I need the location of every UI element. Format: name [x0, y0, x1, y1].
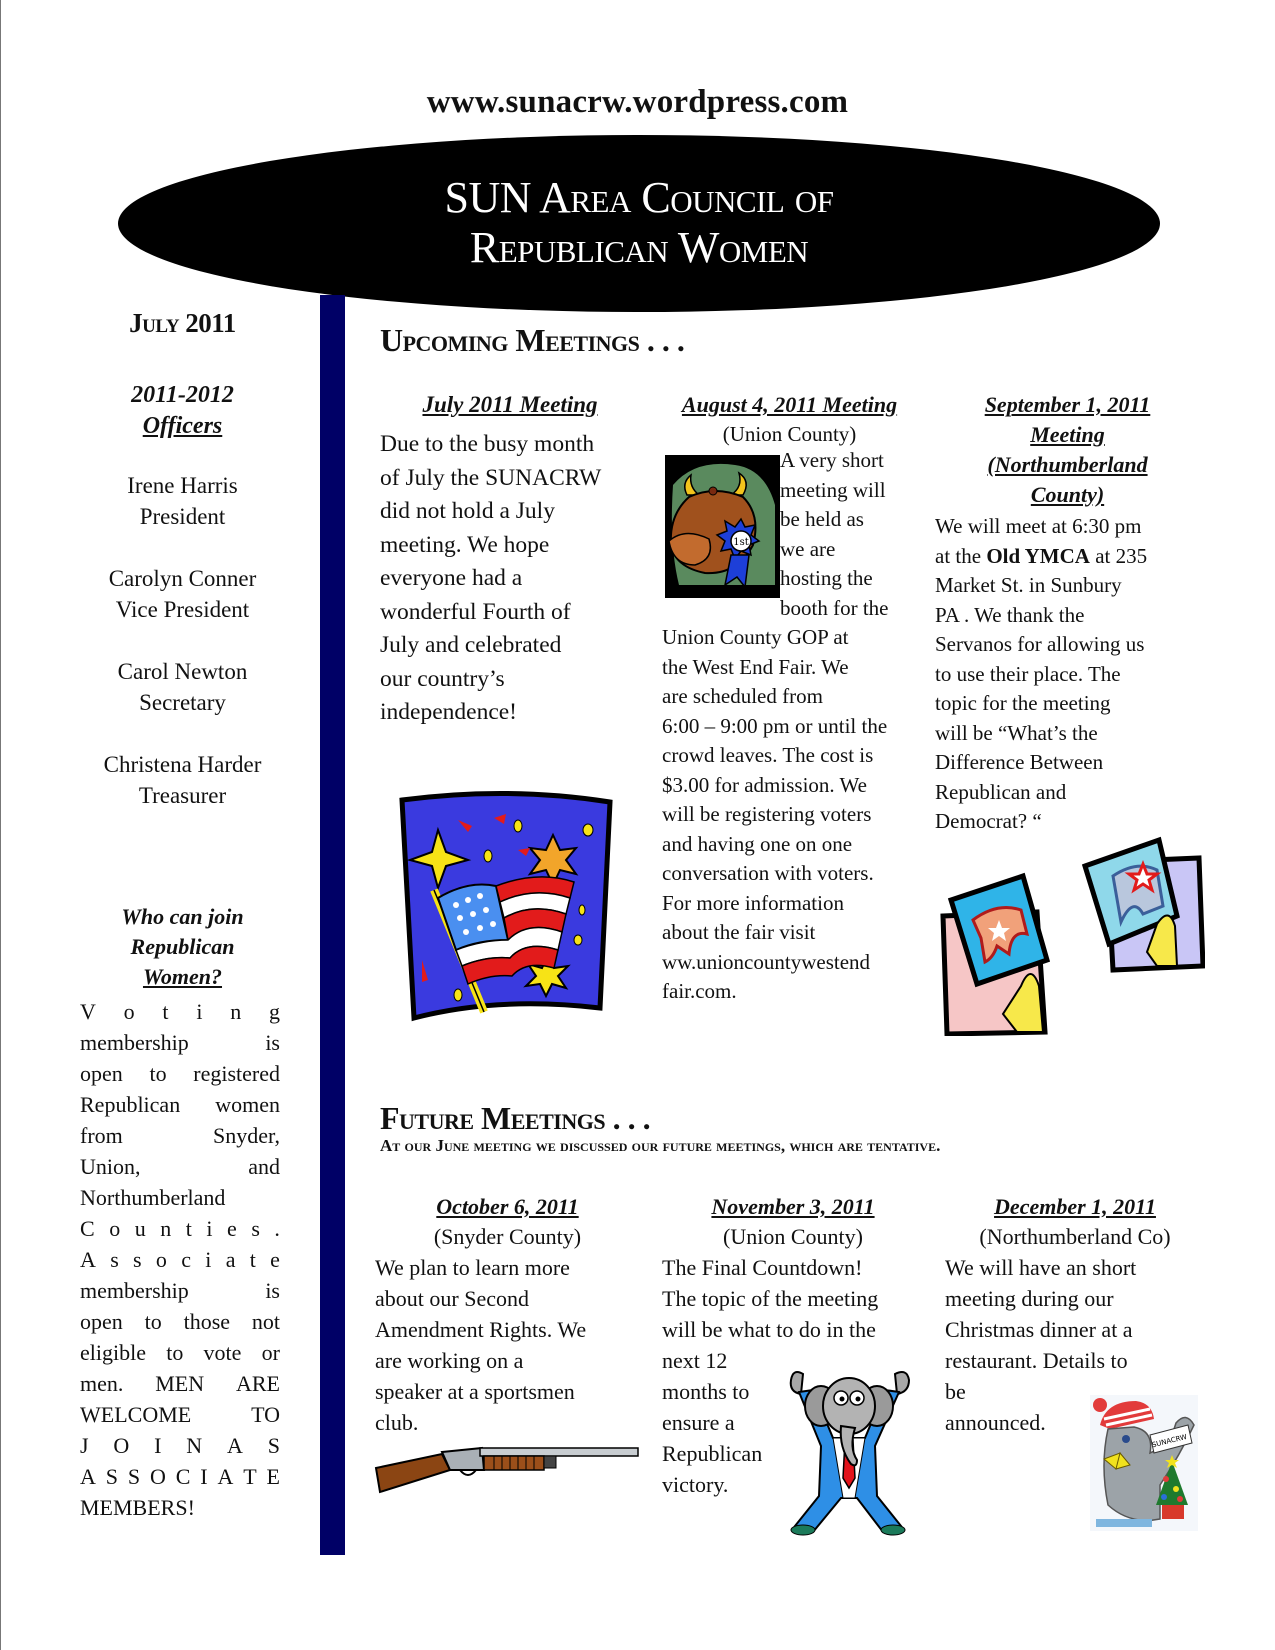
text-line: wonderful Fourth of — [380, 598, 571, 625]
text-word: O — [149, 1464, 166, 1489]
text-word: t — [185, 1216, 192, 1241]
text-line: are working on a — [375, 1348, 524, 1373]
officer-role: Secretary — [139, 690, 226, 715]
september-meeting-text-rest — [935, 571, 1200, 837]
text-line — [80, 1461, 280, 1492]
text-line: to use their place. The — [935, 661, 1121, 686]
october-meeting-county: (Snyder County) — [433, 1224, 582, 1249]
text-line: hosting the — [780, 566, 873, 590]
text-line: We will meet at 6:30 pm — [935, 514, 1142, 538]
november-meeting-county: (Union County) — [723, 1224, 863, 1249]
text-word: u — [134, 1216, 146, 1241]
text-line — [80, 1213, 280, 1244]
text-line: Servanos for allowing us — [935, 632, 1145, 656]
website-url[interactable]: www.sunacrw.wordpress.com — [426, 84, 849, 120]
text-line: Meeting — [1030, 422, 1105, 447]
july-meeting-text — [380, 428, 640, 730]
july-meeting-section — [380, 390, 640, 730]
text-word: c — [181, 1247, 191, 1272]
text-word: S — [105, 1464, 118, 1489]
text-line: A very short — [780, 448, 884, 472]
text-line: County) — [1030, 482, 1105, 507]
text-line: restaurant. Details to — [945, 1348, 1128, 1373]
text-line: everyone had a — [380, 565, 523, 591]
text-line: months to — [662, 1379, 750, 1404]
text-word: TO — [251, 1402, 280, 1427]
text-word: registered — [193, 1061, 280, 1086]
text-word: o — [155, 1247, 167, 1272]
text-line: meeting will — [780, 477, 886, 502]
text-line: ww.unioncountywestend — [662, 949, 871, 974]
future-meetings-subtitle: At our June meeting we discussed our future meetings, which are tentative. — [380, 1136, 941, 1155]
text-word: women — [215, 1092, 280, 1117]
text-word: E — [266, 1464, 280, 1489]
text-word: t — [249, 1247, 256, 1272]
text-line — [80, 1089, 280, 1120]
text-line: fair.com. — [662, 979, 737, 1003]
text-word: is — [265, 1030, 280, 1055]
prize-cow-image — [665, 455, 780, 598]
text-word: Republican — [80, 1092, 181, 1117]
text-word: I — [154, 1433, 162, 1458]
text-line: The topic of the meeting — [662, 1286, 879, 1311]
issue-month: July 2011 — [129, 308, 236, 338]
text-line: did not hold a July — [380, 498, 555, 524]
text-word: C — [175, 1464, 191, 1489]
july-meeting-heading: July 2011 Meeting — [422, 392, 598, 417]
text-line: Due to the busy month — [380, 431, 595, 457]
text-line: (Northumberland — [987, 452, 1148, 477]
officers-heading — [80, 380, 285, 442]
text-line: Market St. in Sunbury — [935, 573, 1122, 597]
text-word: o — [109, 1216, 121, 1241]
text-line — [80, 1306, 280, 1337]
text-line: we are — [780, 536, 836, 561]
text-word: e — [270, 1247, 280, 1272]
vertical-divider-bar — [320, 295, 345, 1555]
officer-name: Christena Harder — [103, 752, 262, 777]
text-line: Northumberland — [80, 1185, 226, 1210]
text-word: A — [226, 1433, 243, 1458]
officers-term: 2011-2012 — [131, 382, 234, 408]
american-flag-fireworks-image — [398, 790, 616, 1022]
text-word: s — [110, 1247, 119, 1272]
officer-role: Vice President — [115, 597, 250, 622]
text-word: J — [80, 1433, 89, 1458]
august-meeting-heading: August 4, 2011 Meeting — [681, 392, 898, 417]
text-word: g — [268, 999, 280, 1024]
membership-heading-line: Republican — [130, 934, 235, 959]
text-line: about the fair visit — [662, 920, 816, 944]
text-line — [80, 1430, 280, 1461]
october-meeting-text — [375, 1252, 640, 1438]
text-line: For more information — [662, 890, 844, 915]
text-word: A — [217, 1464, 234, 1489]
text-line: about our Second — [375, 1286, 529, 1311]
text-line: Republican and — [935, 779, 1067, 804]
text-word: t — [162, 999, 169, 1024]
text-line: the West End Fair. We — [662, 654, 849, 679]
text-line: next 12 — [662, 1348, 728, 1373]
text-word: O — [113, 1433, 130, 1458]
text-word: o — [123, 999, 135, 1024]
text-word: n — [230, 999, 242, 1024]
text-line: be held as — [780, 507, 864, 531]
text-word: to — [166, 1340, 184, 1365]
venue-name: Old YMCA — [986, 543, 1090, 568]
text-line: of July the SUNACRW — [380, 464, 602, 491]
membership-heading — [80, 902, 285, 992]
text-line: The Final Countdown! — [662, 1255, 863, 1280]
text-word: s — [251, 1216, 260, 1241]
text-word: S — [267, 1433, 280, 1458]
text-line: September 1, 2011 — [984, 392, 1151, 417]
december-meeting-county: (Northumberland Co) — [979, 1224, 1171, 1249]
officer-name: Irene Harris — [127, 473, 238, 498]
text-word: open — [80, 1309, 123, 1334]
text-word: MEN — [155, 1371, 205, 1396]
text-line: are scheduled from — [662, 684, 823, 708]
text-line: Difference Between — [935, 750, 1104, 774]
text-word: ARE — [236, 1371, 280, 1396]
political-signs-image — [937, 836, 1205, 1036]
text-line: be — [945, 1379, 966, 1404]
upcoming-meetings-title: Upcoming Meetings . . . — [380, 322, 685, 358]
text-line: MEMBERS! — [80, 1495, 195, 1520]
officer-name: Carolyn Conner — [108, 566, 257, 591]
text-line — [80, 1244, 280, 1275]
text-line: announced. — [945, 1410, 1046, 1435]
text-word: T — [243, 1464, 257, 1489]
text-fragment: at the — [935, 543, 987, 568]
text-line — [80, 996, 280, 1027]
text-word: not — [251, 1309, 280, 1334]
text-line: meeting. We hope — [380, 531, 550, 558]
text-line — [80, 1337, 280, 1368]
text-line: We will have an short — [945, 1255, 1137, 1280]
august-meeting-county: (Union County) — [722, 422, 857, 446]
officer-entry — [80, 749, 285, 811]
september-meeting-text — [935, 512, 1200, 837]
text-line: will be what to do in the — [662, 1317, 876, 1342]
membership-heading-line: Who can join — [121, 904, 244, 929]
ribbon-label: 1st — [733, 537, 749, 548]
text-word: a — [225, 1247, 236, 1272]
text-word: is — [265, 1278, 280, 1303]
text-word: Snyder, — [213, 1123, 280, 1148]
text-line — [80, 1027, 280, 1058]
text-word: I — [200, 1464, 208, 1489]
text-word: from — [80, 1123, 123, 1148]
august-meeting-text — [662, 623, 922, 1007]
text-line: ensure a — [662, 1410, 735, 1435]
text-word: and — [248, 1154, 280, 1179]
text-line: speaker at a sportsmen — [375, 1379, 575, 1404]
text-word: i — [205, 1247, 212, 1272]
text-word: S — [127, 1464, 141, 1489]
text-line: independence! — [380, 699, 518, 725]
text-word: V — [80, 999, 96, 1024]
cheering-elephant-image — [785, 1368, 913, 1536]
officer-role: Treasurer — [138, 783, 227, 808]
membership-heading-line: Women? — [142, 964, 223, 989]
text-line: Republican — [662, 1441, 763, 1466]
text-word: n — [160, 1216, 172, 1241]
text-line: booth for the — [780, 595, 889, 620]
text-line: Amendment Rights. We — [375, 1317, 587, 1342]
shotgun-image — [372, 1440, 640, 1500]
text-line: July and celebrated — [380, 632, 562, 658]
text-word: C — [80, 1216, 95, 1241]
page-edge — [0, 0, 1, 1650]
org-title-line-2: Republican Women — [469, 223, 809, 272]
text-line — [80, 1058, 280, 1089]
officer-entry — [80, 563, 285, 625]
text-line: conversation with voters. — [662, 861, 874, 885]
august-meeting-text-beside-image — [780, 446, 920, 623]
december-meeting-heading: December 1, 2011 — [994, 1194, 1156, 1219]
text-word: membership — [80, 1278, 189, 1303]
officer-entry — [80, 656, 285, 718]
text-line: club. — [375, 1410, 419, 1435]
text-line — [80, 1151, 280, 1182]
text-fragment: at 235 — [1089, 543, 1148, 568]
title-banner — [118, 135, 1160, 312]
text-word: men. — [80, 1371, 124, 1396]
text-word: s — [133, 1247, 142, 1272]
november-meeting-heading: November 3, 2011 — [711, 1194, 875, 1219]
text-word: e — [227, 1216, 237, 1241]
text-line: 6:00 – 9:00 pm or until the — [662, 713, 888, 738]
text-line — [80, 1368, 280, 1399]
september-meeting-heading — [935, 390, 1200, 510]
text-line: Union County GOP at — [662, 625, 849, 649]
officer-entry — [80, 470, 285, 532]
text-line: crowd leaves. The cost is — [662, 743, 874, 767]
october-meeting-heading: October 6, 2011 — [436, 1194, 579, 1219]
text-line: will be “What’s the — [935, 720, 1098, 745]
text-line: and having one on one — [662, 831, 853, 856]
text-line: PA . We thank the — [935, 602, 1085, 627]
text-word: A — [80, 1247, 96, 1272]
future-meetings-title: Future Meetings . . . — [380, 1100, 651, 1136]
text-word: eligible — [80, 1340, 146, 1365]
text-word: those — [183, 1309, 231, 1334]
text-word: open — [80, 1061, 123, 1086]
officer-role: President — [139, 504, 226, 529]
text-word: . — [274, 1216, 280, 1241]
text-word: vote — [203, 1340, 242, 1365]
christmas-elephant-image — [1090, 1395, 1198, 1531]
september-meeting-section — [935, 390, 1200, 837]
text-line — [80, 1399, 280, 1430]
text-line — [80, 1275, 280, 1306]
text-word: i — [206, 1216, 213, 1241]
text-line: meeting during our — [945, 1286, 1114, 1311]
text-line — [935, 542, 1200, 572]
text-line — [80, 1120, 280, 1151]
officer-name: Carol Newton — [117, 659, 248, 684]
text-word: or — [261, 1340, 280, 1365]
text-line: We plan to learn more — [375, 1255, 570, 1280]
text-word: N — [186, 1433, 203, 1458]
elephant-sign-label: SUNACRW — [1151, 1432, 1188, 1450]
membership-description — [80, 996, 280, 1523]
text-word: i — [196, 999, 203, 1024]
text-line: topic for the meeting — [935, 691, 1111, 715]
org-title-line-1: SUN Area Council of — [444, 173, 834, 222]
text-line: Christmas dinner at a — [945, 1317, 1133, 1342]
text-word: membership — [80, 1030, 189, 1055]
text-word: WELCOME — [80, 1402, 192, 1427]
text-word: to — [149, 1061, 167, 1086]
text-line: Democrat? “ — [935, 809, 1042, 833]
officers-label: Officers — [142, 413, 223, 439]
october-meeting-section — [375, 1192, 640, 1438]
text-line: will be registering voters — [662, 802, 872, 826]
text-line: victory. — [662, 1472, 729, 1497]
text-line: $3.00 for admission. We — [662, 772, 867, 797]
text-line: our country’s — [380, 665, 505, 692]
text-word: A — [80, 1464, 96, 1489]
text-word: Union, — [80, 1154, 141, 1179]
text-word: to — [144, 1309, 162, 1334]
august-meeting-section — [662, 390, 917, 448]
